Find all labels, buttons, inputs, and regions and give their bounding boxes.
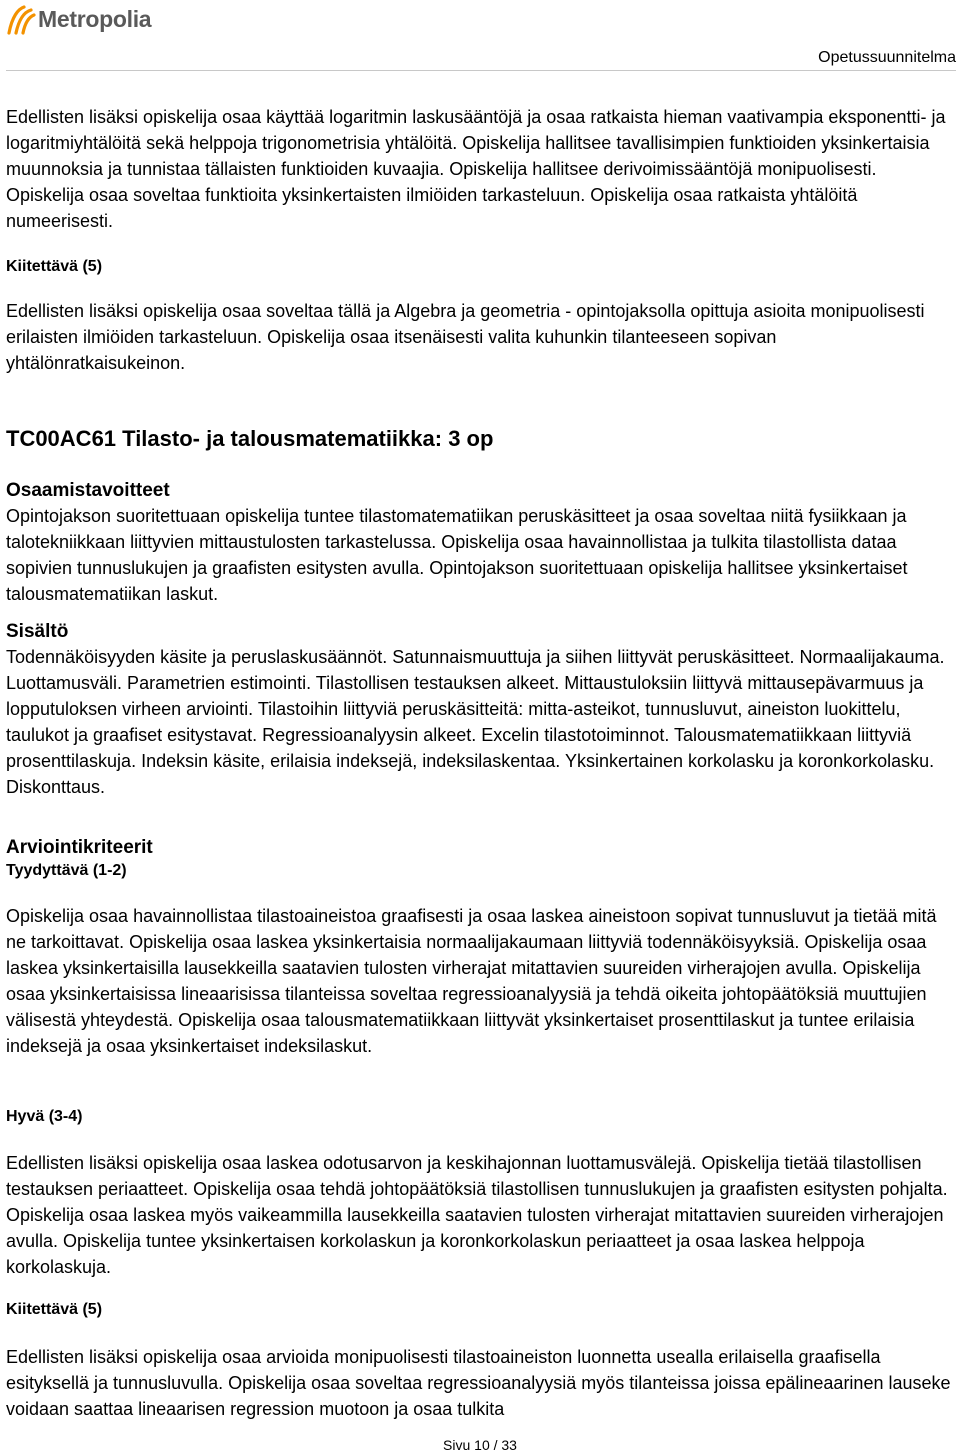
prev-excellent-label: Kiitettävä (5)	[6, 258, 103, 275]
satisfactory-text: Opiskelija osaa havainnollistaa tilastoaineistoa graafisesti ja osaa laskea aineistoon sopivat tunnusluvut ja tietää mitä ne tarkoittavat. Opiskelija osaa laskea yksinkertaisia normaalijakaumaan liittyviä todennäköisyyksiä. Opiskelija osaa laskea yksinkertaisilla lausekkeilla saatavien tulosten virherajat mitattavien suureiden virherajojen avulla. Opiskelija osaa yksinkertaisissa lineaarisissa tilanteissa soveltaa regressioanalyysiä ja tehdä oikeita johtopäätöksiä muuttujien välisestä yhteydestä. Opiskelija osaa talousmatematiikkaan liittyvät yksinkertaiset prosenttilaskut ja tuntee erilaisia indeksejä ja osaa yksinkertaiset indeksilaskut.	[6, 906, 937, 1056]
logo-text: Metropolia	[38, 5, 152, 32]
prev-good-text: Edellisten lisäksi opiskelija osaa käyttää logaritmin laskusääntöjä ja osaa ratkaista hieman vaativampia eksponentti- ja logaritmiyhtälöitä sekä helppoja trigonometrisia yhtälöitä. Opiskelija hallitsee tavallisimpien funktioiden yksinkertaisia muunnoksia ja tunnistaa tällaisten funktioiden kuvaajia. Opiskelija hallitsee derivoimissääntöjä monipuolisesti. Opiskelija osaa soveltaa funktioita yksinkertaisten ilmiöiden tarkasteluun. Opiskelija osaa ratkaista yhtälöitä numeerisesti.	[6, 107, 946, 231]
good-label: Hyvä (3-4)	[6, 1108, 83, 1125]
outcomes-heading: Osaamistavoitteet	[6, 480, 170, 501]
metropolia-logo-icon	[6, 3, 36, 35]
header-divider	[6, 70, 956, 71]
document-type: Opetussuunnitelma	[818, 49, 956, 66]
page-number: Sivu 10 / 33	[443, 1437, 517, 1453]
outcomes-text: Opintojakson suoritettuaan opiskelija tuntee tilastomatematiikan peruskäsitteet ja osaa soveltaa niitä fysiikkaan ja talotekniikkaan liittyvien mittaustulosten tarkastelussa. Opiskelija osaa havainnollistaa ja tulkita tilastollista dataa sopivien tunnuslukujen ja graafisten esitysten avulla. Opintojakson suoritettuaan opiskelija hallitsee yksinkertaiset talousmatematiikan laskut.	[6, 506, 908, 604]
course-title: TC00AC61 Tilasto- ja talousmatematiikka: 3 op	[6, 426, 494, 451]
content-heading: Sisältö	[6, 621, 69, 642]
excellent-label: Kiitettävä (5)	[6, 1301, 103, 1318]
metropolia-logo	[6, 2, 151, 36]
good-text: Edellisten lisäksi opiskelija osaa laskea odotusarvon ja keskihajonnan luottamusvälejä. Opiskelija tietää tilastollisen testauksen periaatteet. Opiskelija osaa tehdä johtopäätöksiä tilastollisen tunnuslukujen ja graafisten esitysten pohjalta. Opiskelija osaa laskea myös vaikeammilla lausekkeilla saatavien tulosten virherajat mitattavien suureiden virherajojen avulla. Opiskelija tuntee yksinkertaisen korkolaskun ja koronkorkolaskun periaatteet ja osaa laskea helppoja korkolaskuja.	[6, 1153, 948, 1277]
page-header	[0, 0, 960, 70]
criteria-heading: Arviointikriteerit	[6, 837, 153, 858]
excellent-text: Edellisten lisäksi opiskelija osaa arvioida monipuolisesti tilastoaineiston luonnetta usealla erilaisella graafisella esityksellä ja tunnusluvulla. Opiskelija osaa soveltaa regressioanalyysiä myös tilanteissa joissa epälineaarinen lauseke voidaan saattaa lineaarisen regression muotoon ja osaa tulkita	[6, 1347, 951, 1419]
satisfactory-label: Tyydyttävä (1-2)	[6, 862, 127, 879]
prev-excellent-text: Edellisten lisäksi opiskelija osaa soveltaa tällä ja Algebra ja geometria - opintojaksolla opittuja asioita monipuolisesti erilaisten ilmiöiden tarkasteluun. Opiskelija osaa itsenäisesti valita kuhunkin tilanteeseen sopivan yhtälönratkaisukeinon.	[6, 301, 925, 373]
content-text: Todennäköisyyden käsite ja peruslaskusäännöt. Satunnaismuuttuja ja siihen liittyvät peruskäsitteet. Normaalijakauma. Luottamusväli. Parametrien estimointi. Tilastollisen testauksen alkeet. Mittaustuloksiin liittyvä mittausepävarmuus ja lopputuloksen virheen arviointi. Tilastoihin liittyviä peruskäsitteitä: mitta-asteikot, tunnusluvut, aineiston luokittelu, taulukot ja graafiset esitystavat. Regressioanalyysin alkeet. Excelin tilastotoiminnot. Talousmatematiikkaan liittyviä prosenttilaskuja. Indeksin käsite, erilaisia indeksejä, indeksilaskentaa. Yksinkertainen korkolasku ja koronkorkolasku. Diskonttaus.	[6, 647, 945, 797]
